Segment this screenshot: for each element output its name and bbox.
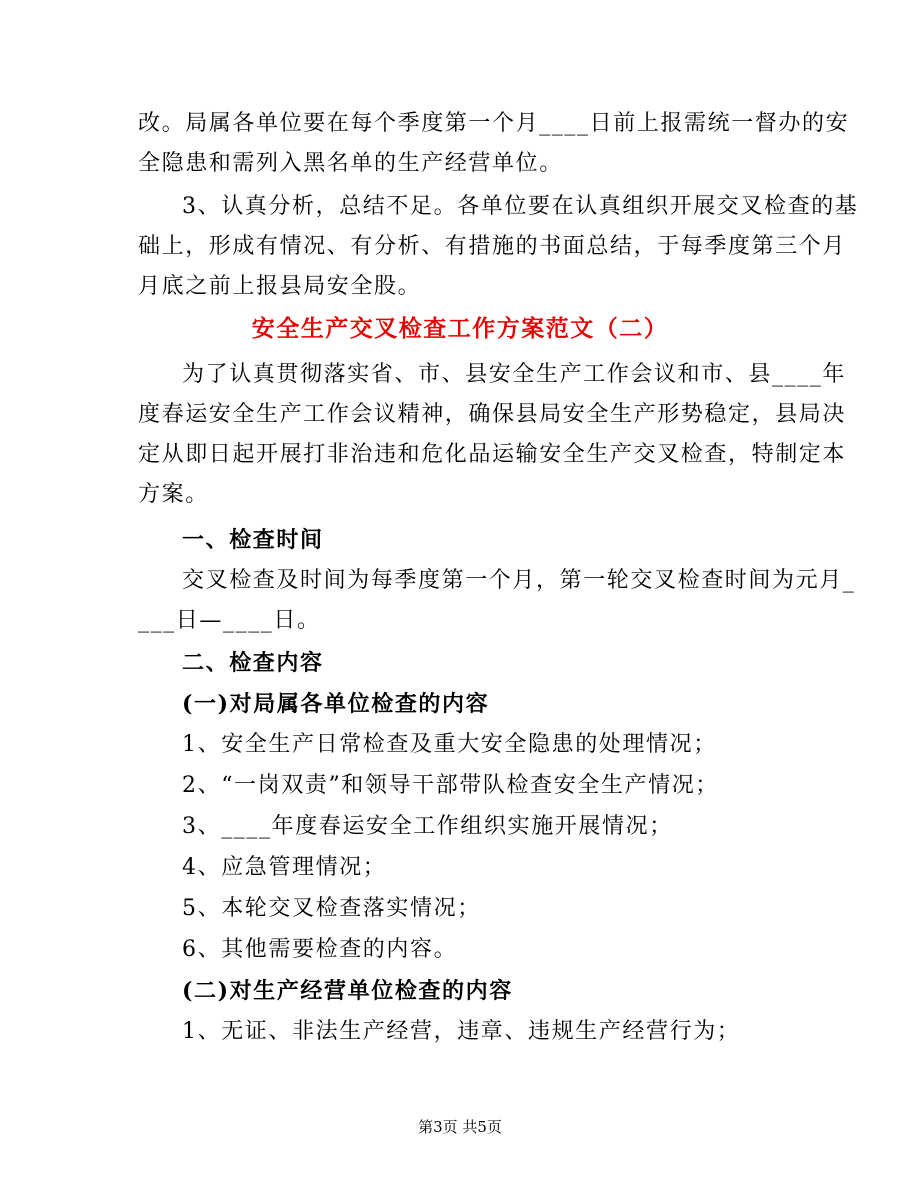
paragraph-line: 定从即日起开展打非治违和危化品运输安全生产交叉检查，特制定本 xyxy=(138,442,847,467)
section-heading: 二、检查内容 xyxy=(182,650,324,676)
paragraph-line: 全隐患和需列入黑名单的生产经营单位。 xyxy=(138,151,563,176)
document-title: 安全生产交叉检查工作方案范文（二） xyxy=(251,315,669,342)
paragraph-line: 为了认真贯彻落实省、市、县安全生产工作会议和市、县____年 xyxy=(182,362,847,387)
list-item: 1、无证、非法生产经营，违章、违规生产经营行为； xyxy=(182,1019,741,1044)
paragraph-line: ___日—____日。 xyxy=(138,608,321,633)
list-item: 5、本轮交叉检查落实情况； xyxy=(182,896,481,921)
list-item: 1、安全生产日常检查及重大安全隐患的处理情况； xyxy=(182,732,717,757)
page-number-footer: 第3页 共5页 xyxy=(418,1118,502,1136)
paragraph-line: 改。局属各单位要在每个季度第一个月____日前上报需统一督办的安 xyxy=(138,111,850,136)
list-item: 3、____年度春运安全工作组织实施开展情况； xyxy=(182,814,673,839)
list-item: 6、其他需要检查的内容。 xyxy=(182,937,458,962)
subsection-heading: (一)对局属各单位检查的内容 xyxy=(182,691,490,717)
paragraph-line: 方案。 xyxy=(138,482,209,507)
paragraph-line: 3、认真分析，总结不足。各单位要在认真组织开展交叉检查的基 xyxy=(182,194,859,219)
paragraph-line: 交叉检查及时间为每季度第一个月，第一轮交叉检查时间为元月_ xyxy=(182,568,856,593)
list-item: 4、应急管理情况； xyxy=(182,855,387,880)
section-heading: 一、检查时间 xyxy=(182,527,324,553)
list-item: 2、“一岗双责”和领导干部带队检查安全生产情况； xyxy=(182,773,719,798)
subsection-heading: (二)对生产经营单位检查的内容 xyxy=(182,978,513,1004)
paragraph-line: 度春运安全生产工作会议精神，确保县局安全生产形势稳定，县局决 xyxy=(138,402,847,427)
paragraph-line: 础上，形成有情况、有分析、有措施的书面总结，于每季度第三个月 xyxy=(138,234,847,259)
paragraph-line: 月底之前上报县局安全股。 xyxy=(138,274,422,299)
